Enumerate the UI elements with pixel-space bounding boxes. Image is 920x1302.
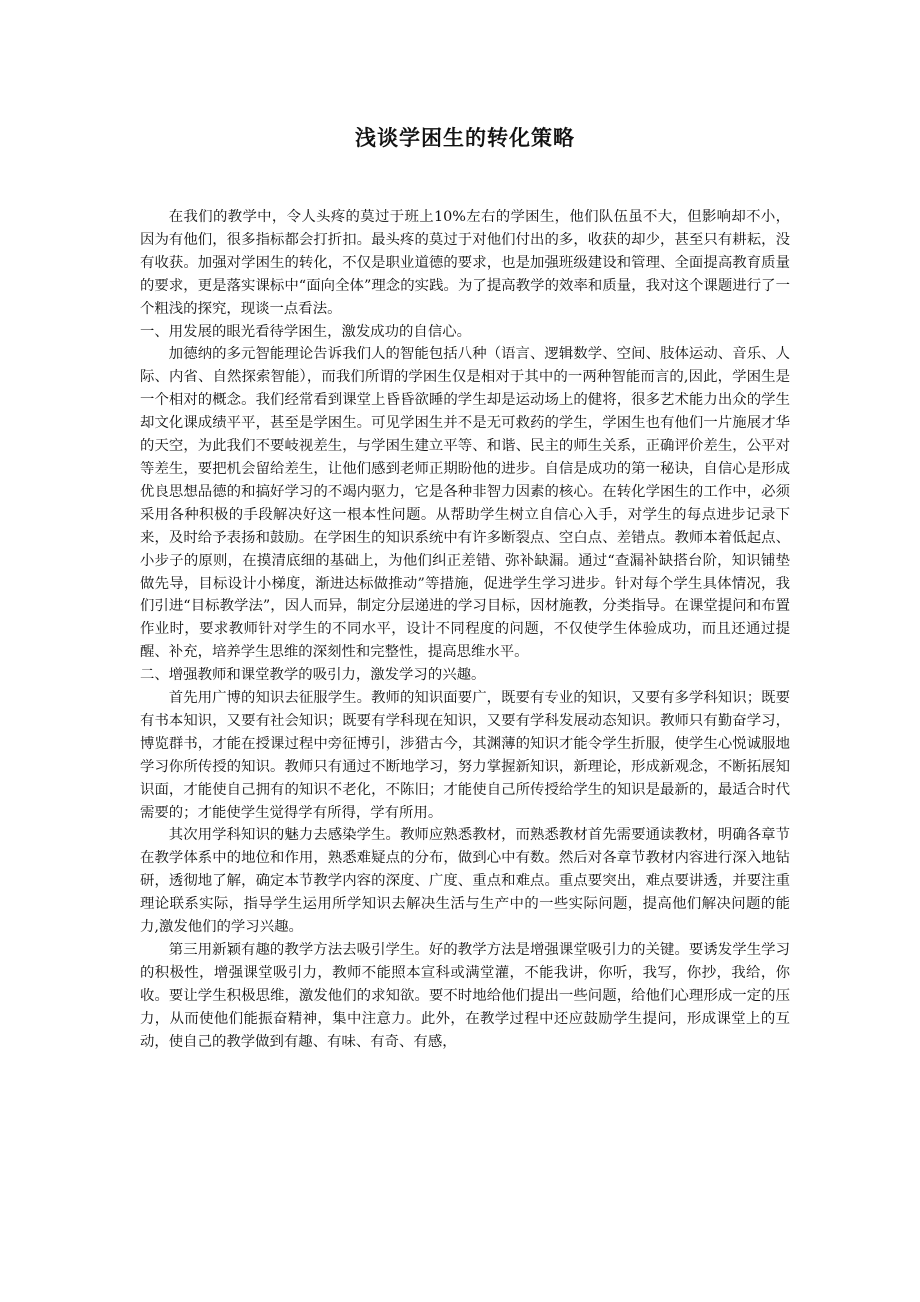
section-heading-2: 二、增强教师和课堂教学的吸引力，激发学习的兴趣。 bbox=[140, 667, 486, 684]
document-body bbox=[140, 206, 790, 1054]
intro-paragraph: 在我们的教学中，令人头疼的莫过于班上10%左右的学困生，他们队伍虽不大，但影响却不小，因为有他们，很多指标都会打折扣。最头疼的莫过于对他们付出的多，收获的却少，甚至只有耕耘，没有收获。加强对学困生的转化，不仅是职业道德的要求，也是加强班级建设和管理、全面提高教育质量的要求，更是落实课标中“面向全体”理念的实践。为了提高教学的效率和质量，我对这个课题进行了一个粗浅的探究，现谈一点看法。 bbox=[140, 209, 790, 317]
section-2-paragraph-2: 其次用学科知识的魅力去感染学生。教师应熟悉教材，而熟悉教材首先需要通读教材，明确各章节在教学体系中的地位和作用，熟悉难疑点的分布，做到心中有数。然后对各章节教材内容进行深入地钻研，透彻地了解，确定本节教学内容的深度、广度、重点和难点。重点要突出，难点要讲透，并要注重理论联系实际，指导学生运用所学知识去解决生活与生产中的一些实际问题，提高他们解决问题的能力,激发他们的学习兴趣。 bbox=[140, 827, 790, 936]
section-heading-1: 一、用发展的眼光看待学困生，激发成功的自信心。 bbox=[140, 323, 471, 340]
section-2-paragraph-3: 第三用新颖有趣的教学方法去吸引学生。好的教学方法是增强课堂吸引力的关键。要诱发学生学习的积极性，增强课堂吸引力，教师不能照本宣科或满堂灌，不能我讲，你听，我写，你抄，我给，你收。要让学生积极思维，激发他们的求知欲。要不时地给他们提出一些问题，给他们心理形成一定的压力，从而使他们能振奋精神，集中注意力。此外，在教学过程中还应鼓励学生提问，形成课堂上的互动，使自己的教学做到有趣、有味、有奇、有感， bbox=[140, 942, 790, 1050]
document-page bbox=[140, 0, 790, 1054]
section-1-paragraph: 加德纳的多元智能理论告诉我们人的智能包括八种（语言、逻辑数学、空间、肢体运动、音乐、人际、内省、自然探索智能），而我们所谓的学困生仅是相对于其中的一两种智能而言的,因此，学困生是一个相对的概念。我们经常看到课堂上昏昏欲睡的学生却是运动场上的健将，很多艺术能力出众的学生却文化课成绩平平，甚至是学困生。可见学困生并不是无可救药的学生，学困生也有他们一片施展才华的天空，为此我们不要岐视差生，与学困生建立平等、和谐、民主的师生关系，正确评价差生，公平对等差生，要把机会留给差生，让他们感到老师正期盼他的进步。自信是成功的第一秘诀，自信心是形成优良思想品德的和搞好学习的不竭内驱力，它是各种非智力因素的核心。在转化学困生的工作中，必须采用各种积极的手段解决好这一根本性问题。从帮助学生树立自信心入手，对学生的每点进步记录下来，及时给予表扬和鼓励。在学困生的知识系统中有许多断裂点、空白点、差错点。教师本着低起点、小步子的原则，在摸清底细的基础上，为他们纠正差错、弥补缺漏。通过“查漏补缺搭台阶，知识铺垫做先导，目标设计小梯度，渐进达标做推动”等措施，促进学生学习进步。针对每个学生具体情况，我们引进“目标教学法”，因人而异，制定分层递进的学习目标，因材施教，分类指导。在课堂提问和布置作业时，要求教师针对学生的不同水平，设计不同程度的问题，不仅使学生体验成功，而且还通过提醒、补充，培养学生思维的深刻性和完整性，提高思维水平。 bbox=[140, 346, 790, 661]
document-title: 浅谈学困生的转化策略 bbox=[355, 125, 575, 150]
section-2-paragraph-1: 首先用广博的知识去征服学生。教师的知识面要广，既要有专业的知识，又要有多学科知识；既要有书本知识，又要有社会知识；既要有学科现在知识，又要有学科发展动态知识。教师只有勤奋学习，博览群书，才能在授课过程中旁征博引，涉猎古今，其渊薄的知识才能令学生折服，使学生心悦诚服地学习你所传授的知识。教师只有通过不断地学习，努力掌握新知识，新理论，形成新观念，不断拓展知识面，才能使自己拥有的知识不老化，不陈旧；才能使自己所传授给学生的知识是最新的，最适合时代需要的；才能使学生觉得学有所得，学有所用。 bbox=[140, 690, 790, 821]
